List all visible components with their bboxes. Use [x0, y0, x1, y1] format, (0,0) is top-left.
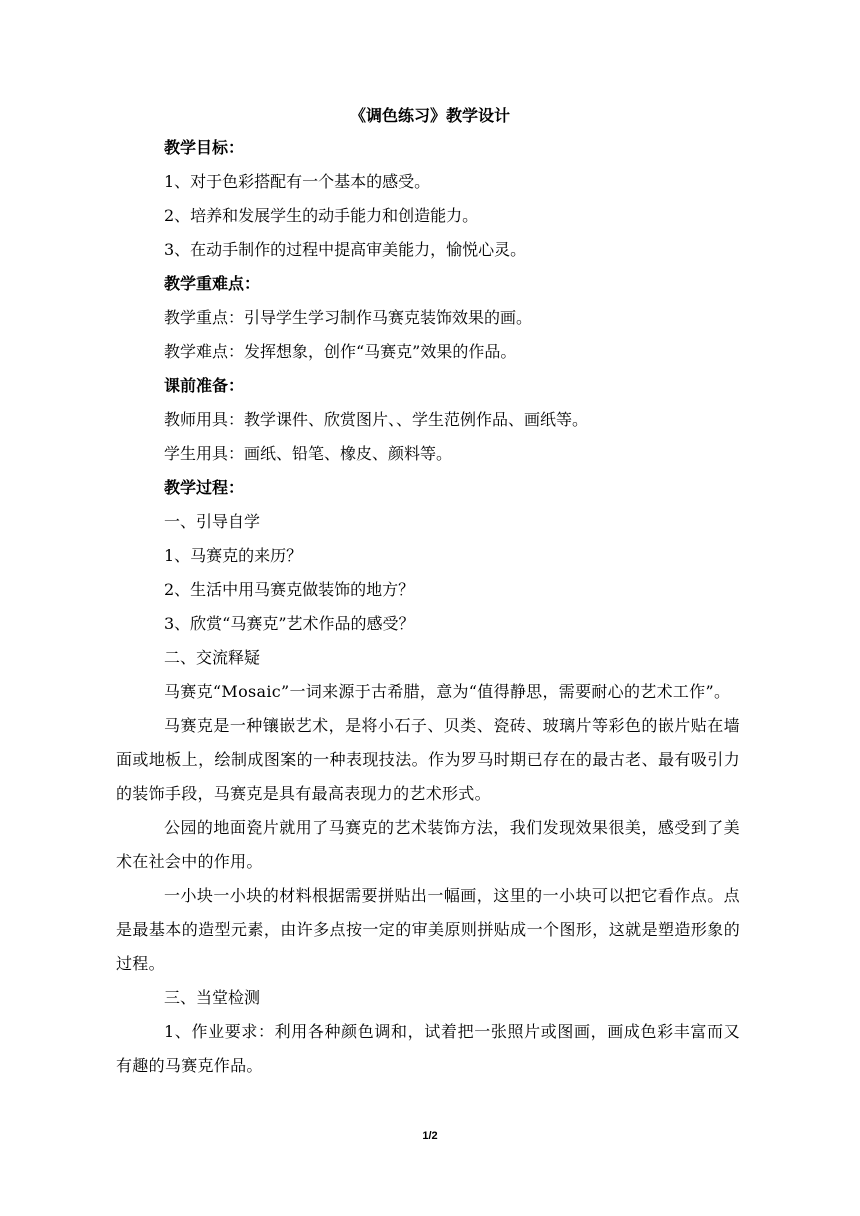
section-title: 一、引导自学: [164, 512, 261, 531]
prep-item: 学生用具：画纸、铅笔、橡皮、颜料等。: [164, 444, 453, 463]
process-heading: 教学过程：: [164, 478, 245, 497]
page-number: 1/2: [422, 1130, 438, 1142]
body-paragraph: 一小块一小块的材料根据需要拼贴出一幅画，这里的一小块可以把它看作点。点是最基本的造型元素，由许多点按一定的审美原则拼贴成一个图形，这就是塑造形象的过程。: [116, 886, 740, 973]
section-item: 1、马赛克的来历？: [164, 546, 303, 565]
body-paragraph: 公园的地面瓷片就用了马赛克的艺术装饰方法，我们发现效果很美，感受到了美术在社会中的作用。: [116, 818, 740, 871]
goal-item: 1、对于色彩搭配有一个基本的感受。: [164, 172, 431, 191]
key-point-item: 教学重点：引导学生学习制作马赛克装饰效果的画。: [164, 308, 533, 327]
goals-heading: 教学目标：: [164, 138, 245, 157]
prep-heading: 课前准备：: [164, 376, 245, 395]
section-title: 二、交流释疑: [164, 648, 261, 667]
goal-item: 2、培养和发展学生的动手能力和创造能力。: [164, 206, 479, 225]
section-item: 2、生活中用马赛克做装饰的地方？: [164, 580, 415, 599]
goal-item: 3、在动手制作的过程中提高审美能力，愉悦心灵。: [164, 240, 527, 259]
body-paragraph: 1、作业要求：利用各种颜色调和，试着把一张照片或图画，画成色彩丰富而又有趣的马赛克作品。: [116, 1022, 740, 1075]
key-points-heading: 教学重难点：: [164, 274, 261, 293]
body-paragraph: 马赛克是一种镶嵌艺术，是将小石子、贝类、瓷砖、玻璃片等彩色的嵌片贴在墙面或地板上，绘制成图案的一种表现技法。作为罗马时期已存在的最古老、最有吸引力的装饰手段，马赛克是具有最高表现力的艺术形式。: [116, 716, 740, 803]
document-title: 《调色练习》教学设计: [349, 106, 510, 125]
body-paragraph: 马赛克“Mosaic”一词来源于古希腊，意为“值得静思，需要耐心的艺术工作”。: [164, 682, 731, 701]
document-body: [116, 136, 740, 1088]
prep-item: 教师用具：教学课件、欣赏图片、、学生范例作品、画纸等。: [164, 410, 589, 429]
key-point-item: 教学难点：发挥想象，创作“马赛克”效果的作品。: [164, 342, 517, 361]
section-title: 三、当堂检测: [164, 988, 261, 1007]
section-item: 3、欣赏“马赛克”艺术作品的感受？: [164, 614, 415, 633]
